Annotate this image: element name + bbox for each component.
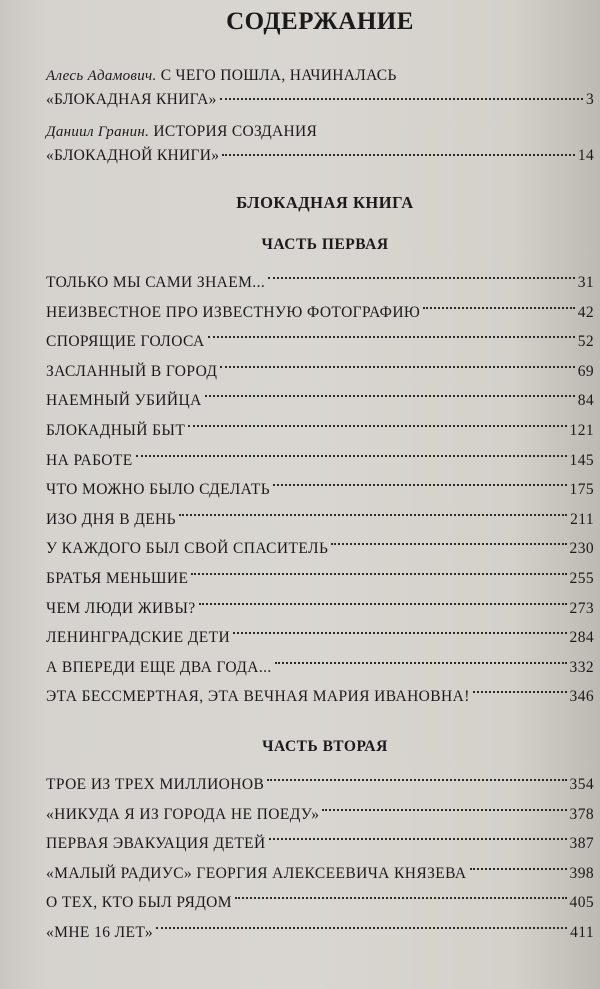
toc-row (46, 888, 594, 918)
toc-title: ТОЛЬКО МЫ САМИ ЗНАЕМ... (46, 274, 266, 291)
toc-row (46, 594, 594, 624)
toc-row (46, 327, 594, 357)
toc-title: ЛЕНИНГРАДСКИЕ ДЕТИ (46, 629, 231, 647)
toc-row (46, 653, 594, 683)
toc-title: ТРОЕ ИЗ ТРЕХ МИЛЛИОНОВ (46, 776, 265, 793)
toc-row (46, 268, 594, 298)
part-one-list (46, 268, 594, 712)
page-number: 230 (569, 540, 594, 558)
page-number: 69 (577, 362, 594, 380)
page-number: 3 (585, 91, 594, 108)
part-two-list (46, 770, 594, 948)
toc-title: ПЕРВАЯ ЭВАКУАЦИЯ ДЕТЕЙ (46, 835, 266, 853)
page-number: 121 (569, 421, 594, 439)
dot-leader (199, 603, 567, 605)
dot-leader (267, 779, 566, 781)
dot-leader (233, 632, 567, 634)
dot-leader (220, 98, 583, 100)
page-number: 84 (577, 392, 594, 410)
toc-row (46, 682, 594, 712)
toc-title: «НИКУДА Я ИЗ ГОРОДА НЕ ПОЕДУ» (46, 805, 320, 823)
page-number: 273 (569, 599, 594, 617)
page-number: 346 (569, 688, 594, 706)
toc-title: НЕИЗВЕСТНОЕ ПРО ИЗВЕСТНУЮ ФОТОГРАФИЮ (46, 303, 421, 321)
toc-entry-foreword-adamovich (46, 64, 594, 112)
toc-row (46, 800, 594, 830)
page-number: 354 (569, 776, 594, 793)
toc-title: У КАЖДОГО БЫЛ СВОЙ СПАСИТЕЛЬ (46, 540, 329, 558)
toc-entry-history-granin (46, 120, 594, 168)
toc-title: БРАТЬЯ МЕНЬШИЕ (46, 569, 189, 587)
dot-leader (273, 484, 566, 486)
page-number: 211 (570, 510, 594, 528)
toc-title: СПОРЯЩИЕ ГОЛОСА (46, 333, 205, 351)
toc-title: ИЗО ДНЯ В ДЕНЬ (46, 510, 176, 528)
dot-leader (205, 395, 575, 397)
toc-row (46, 859, 594, 889)
page-number: 52 (577, 333, 594, 351)
toc-title: ЗАСЛАННЫЙ В ГОРОД (46, 362, 218, 380)
dot-leader (235, 897, 567, 899)
toc-title: «МАЛЫЙ РАДИУС» ГЕОРГИЯ АЛЕКСЕЕВИЧА КНЯЗЕВА (46, 864, 467, 882)
dot-leader (222, 154, 575, 156)
toc-row (46, 534, 594, 564)
entry-author: Даниил Гранин. (46, 124, 150, 140)
toc-row (46, 416, 594, 446)
dot-leader (275, 662, 567, 664)
dot-leader (136, 455, 567, 457)
toc-title: ЧЕМ ЛЮДИ ЖИВЫ? (46, 599, 196, 617)
page-number: 378 (569, 805, 594, 823)
entry-title-line1: ИСТОРИЯ СОЗДАНИЯ (153, 123, 318, 140)
page-number: 14 (577, 147, 594, 164)
dot-leader (269, 838, 567, 840)
toc-title: ЭТА БЕССМЕРТНАЯ, ЭТА ВЕЧНАЯ МАРИЯ ИВАНОВНА! (46, 688, 470, 706)
toc-row (46, 475, 594, 505)
page-number: 175 (569, 481, 594, 499)
part-one-title: ЧАСТЬ ПЕРВАЯ (261, 236, 389, 253)
dot-leader (473, 691, 567, 693)
toc-row (46, 505, 594, 535)
toc-title: НА РАБОТЕ (46, 451, 133, 469)
page-number: 405 (569, 894, 594, 912)
toc-row (46, 829, 594, 859)
dot-leader (188, 425, 566, 427)
dot-leader (220, 366, 574, 368)
dot-leader (208, 336, 575, 338)
toc-row (46, 623, 594, 653)
dot-leader (470, 868, 567, 870)
toc-row (46, 386, 594, 416)
dot-leader (423, 307, 574, 309)
toc-row (46, 298, 594, 328)
toc-row (46, 564, 594, 594)
page-number: 411 (570, 923, 594, 941)
page-number: 398 (569, 864, 594, 882)
page-number: 42 (577, 303, 594, 321)
toc-title: ЧТО МОЖНО БЫЛО СДЕЛАТЬ (46, 481, 271, 499)
entry-author: Алесь Адамович. (46, 68, 157, 84)
page-title: СОДЕРЖАНИЕ (226, 8, 414, 35)
toc-row (46, 770, 594, 800)
part-two-title: ЧАСТЬ ВТОРАЯ (262, 738, 388, 755)
entry-title-line2: «БЛОКАДНАЯ КНИГА» (46, 91, 217, 108)
dot-leader (331, 543, 566, 545)
book-title: БЛОКАДНАЯ КНИГА (236, 193, 414, 212)
dot-leader (156, 927, 567, 929)
entry-title-line2: «БЛОКАДНОЙ КНИГИ» (46, 147, 220, 164)
page-number: 31 (577, 274, 594, 291)
toc-row (46, 446, 594, 476)
toc-title: БЛОКАДНЫЙ БЫТ (46, 421, 186, 439)
dot-leader (179, 514, 567, 516)
toc-title: «МНЕ 16 ЛЕТ» (46, 923, 154, 941)
dot-leader (191, 573, 566, 575)
page-number: 387 (569, 835, 594, 853)
dot-leader (322, 809, 566, 811)
page-number: 145 (569, 451, 594, 469)
toc-title: А ВПЕРЕДИ ЕЩЕ ДВА ГОДА... (46, 658, 272, 676)
dot-leader (268, 277, 575, 279)
toc-row (46, 918, 594, 948)
toc-title: О ТЕХ, КТО БЫЛ РЯДОМ (46, 894, 232, 912)
page-number: 255 (569, 569, 594, 587)
page-number: 332 (569, 658, 594, 676)
entry-title-line1: С ЧЕГО ПОШЛА, НАЧИНАЛАСЬ (160, 67, 397, 84)
page-number: 284 (569, 629, 594, 647)
toc-title: НАЕМНЫЙ УБИЙЦА (46, 392, 202, 410)
toc-row (46, 357, 594, 387)
